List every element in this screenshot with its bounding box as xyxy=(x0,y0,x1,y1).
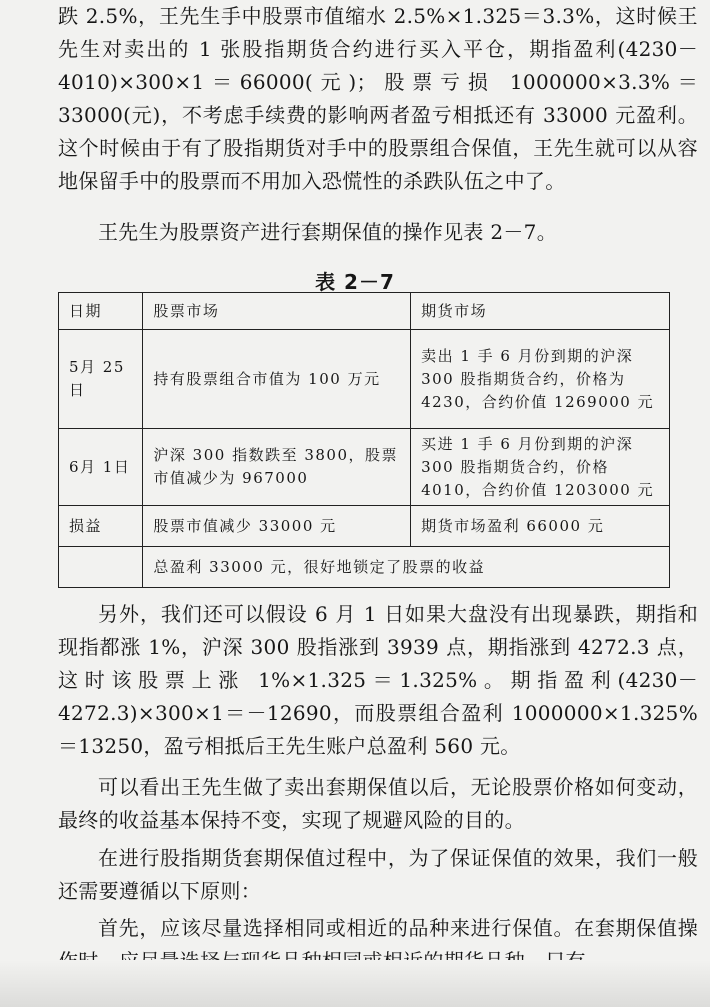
cell-date: 损益 xyxy=(59,506,143,547)
header-futures-market: 期货市场 xyxy=(411,293,670,330)
cell-futures: 买进 1 手 6 月份到期的沪深 300 股指期货合约，价格 4010，合约价值 1203000 元 xyxy=(411,429,670,506)
page-bottom-shadow xyxy=(0,960,710,1007)
cell-date: 6月 1日 xyxy=(59,429,143,506)
cell-futures: 卖出 1 手 6 月份到期的沪深 300 股指期货合约，价格为 4230，合约价值 1269000 元 xyxy=(411,330,670,429)
cell-date: 5月 25日 xyxy=(59,330,143,429)
cell-summary: 总盈利 33000 元，很好地锁定了股票的收益 xyxy=(143,547,670,588)
cell-stock: 沪深 300 指数跌至 3800，股票市值减少为 967000 xyxy=(143,429,411,506)
hedge-operation-table xyxy=(58,292,670,588)
header-stock-market: 股票市场 xyxy=(143,293,411,330)
paragraph-hedge-result: 跌 2.5%，王先生手中股票市值缩水 2.5%×1.325＝3.3%，这时候王先生对卖出的 1 张股指期货合约进行买入平仓，期指盈利(4230－4010)×300×1＝66000(元)；股票亏损 1000000×3.3%＝33000(元)，不考虑手续费的影响两者盈亏相抵还有 33000 元盈利。这个时候由于有了股指期货对手中的股票组合保值，王先生就可以从容地保留手中的股票而不用加入恐慌性的杀跌队伍之中了。 xyxy=(58,4,698,193)
paragraph-table-intro: 王先生为股票资产进行套期保值的操作见表 2－7。 xyxy=(98,220,558,244)
table-title: 表 2－7 xyxy=(315,270,395,294)
table-row xyxy=(59,429,670,506)
cell-stock: 股票市值减少 33000 元 xyxy=(143,506,411,547)
table-row xyxy=(59,506,670,547)
table-header-row xyxy=(59,293,670,330)
paragraph-conclusion: 可以看出王先生做了卖出套期保值以后，无论股票价格如何变动，最终的收益基本保持不变，实现了规避风险的目的。 xyxy=(58,775,698,832)
paragraph-principles-intro: 在进行股指期货套期保值过程中，为了保证保值的效果，我们一般还需要遵循以下原则： xyxy=(58,846,698,903)
cell-empty xyxy=(59,547,143,588)
cell-stock: 持有股票组合市值为 100 万元 xyxy=(143,330,411,429)
header-date: 日期 xyxy=(59,293,143,330)
table-row xyxy=(59,330,670,429)
table-summary-row xyxy=(59,547,670,588)
paragraph-alternative-scenario: 另外，我们还可以假设 6 月 1 日如果大盘没有出现暴跌，期指和现指都涨 1%，沪深 300 股指涨到 3939 点，期指涨到 4272.3 点，这时该股票上涨 1%×1.325＝1.325%。期指盈利(4230－4272.3)×300×1＝－12690，而股票组合盈利 1000000×1.325%＝13250，盈亏相抵后王先生账户总盈利 560 元。 xyxy=(58,602,698,758)
paragraph-first-principle: 首先，应该尽量选择相同或相近的品种来进行保值。在套期保值操 xyxy=(98,916,698,940)
cell-futures: 期货市场盈利 66000 元 xyxy=(411,506,670,547)
